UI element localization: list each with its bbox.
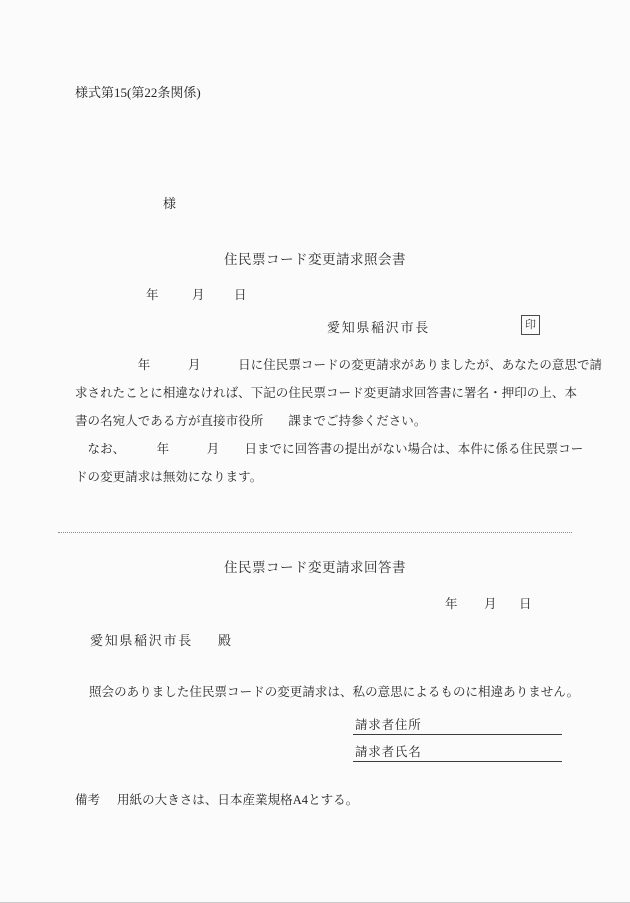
reply-date-month-label: 月	[484, 597, 497, 611]
inquiry-date-year-label: 年	[146, 288, 159, 302]
reply-date-day-label: 日	[519, 597, 532, 611]
form-number: 様式第15(第22条関係)	[75, 85, 201, 100]
dotted-separator	[58, 532, 572, 533]
addressee-suffix: 様	[163, 196, 177, 211]
inquiry-mayor-name: 愛知県稲沢市長	[327, 320, 430, 335]
reply-statement: 照会のありました住民票コードの変更請求は、私の意思によるものに相違ありません。	[89, 685, 580, 699]
inquiry-title: 住民票コード変更請求照会書	[224, 252, 406, 267]
requester-name-label: 請求者氏名	[355, 745, 422, 759]
inquiry-body-line: 年 月 日に住民票コードの変更請求がありましたが、あなたの意思で請	[75, 358, 603, 372]
requester-address-label: 請求者住所	[355, 718, 422, 732]
remarks-text: 用紙の大きさは、日本産業規格A4とする。	[117, 793, 359, 807]
reply-date-year-label: 年	[445, 597, 458, 611]
remarks-label: 備考	[75, 793, 101, 807]
inquiry-body-line: ドの変更請求は無効になります。	[75, 470, 263, 484]
reply-mayor-name: 愛知県稲沢市長	[90, 633, 193, 648]
reply-honorific: 殿	[218, 633, 232, 648]
inquiry-date-month-label: 月	[192, 288, 205, 302]
inquiry-body-line: 書の名宛人である方が直接市役所 課までご持参ください。	[75, 414, 427, 428]
requester-name-field	[353, 744, 562, 762]
inquiry-body-line: 求されたことに相違なければ、下記の住民票コード変更請求回答書に署名・押印の上、本	[75, 386, 578, 400]
inquiry-date-day-label: 日	[234, 288, 247, 302]
inquiry-body-line: なお、 年 月 日までに回答書の提出がない場合は、本件に係る住民票コー	[75, 442, 584, 456]
inquiry-body	[75, 351, 603, 491]
seal-placeholder-box: 印	[521, 315, 540, 335]
requester-address-field	[353, 717, 562, 735]
reply-title: 住民票コード変更請求回答書	[224, 560, 406, 575]
